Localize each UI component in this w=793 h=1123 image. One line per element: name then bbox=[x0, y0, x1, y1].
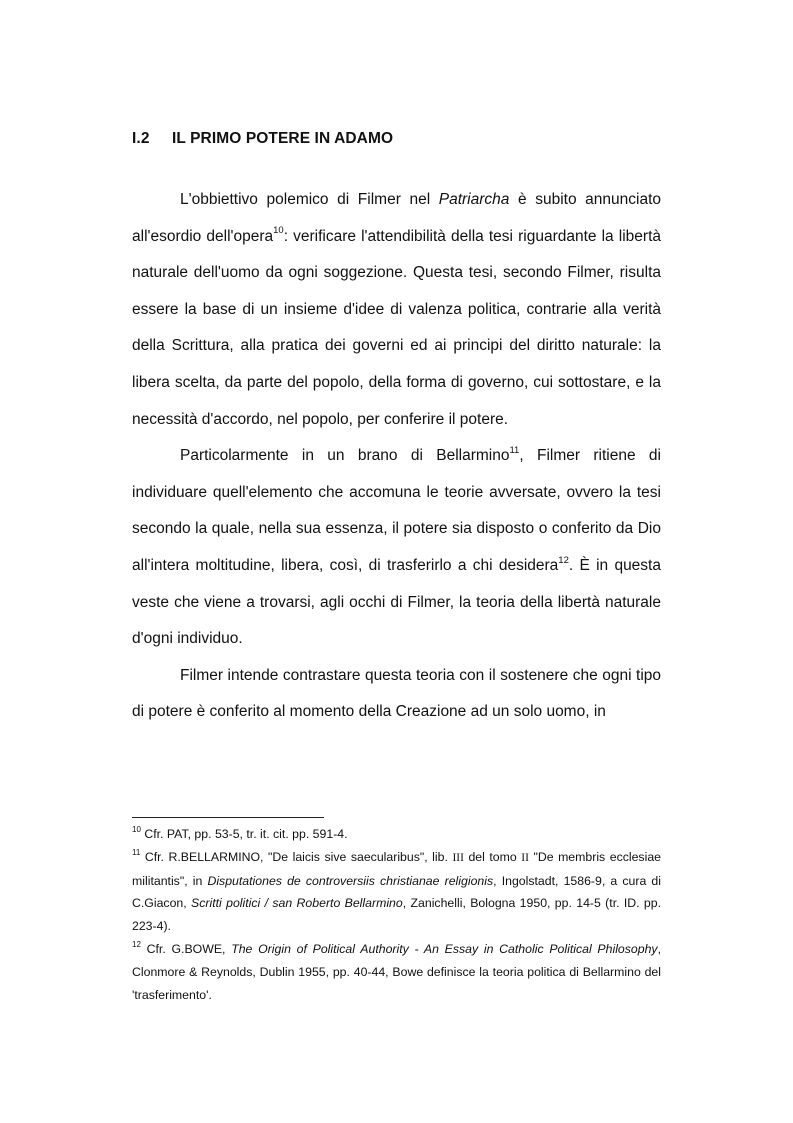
paragraph-2 bbox=[132, 438, 661, 658]
footnote-11-text-c: "De membris ecclesiae militantis", in bbox=[132, 849, 661, 888]
footnote-mark-10: 10 bbox=[132, 824, 141, 834]
footnote-ref-10[interactable]: 10 bbox=[273, 225, 284, 237]
paragraph-1 bbox=[132, 182, 661, 438]
footnote-12-title: The Origin of Political Authority - An Essay in Catholic Political Philosophy bbox=[231, 941, 658, 956]
footnote-12-text-b: , Clonmore & Reynolds, Dublin 1955, pp. 40-44, Bowe definisce la teoria politica di Bellarmino del 'trasferimento'. bbox=[132, 941, 662, 1002]
footnote-11-lib-number: III bbox=[452, 851, 464, 864]
paragraph-2-text-c: . È in questa veste che viene a trovarsi, agli occhi di Filmer, la teoria della libertà naturale d'ogni individuo. bbox=[132, 556, 661, 648]
paragraph-3: Filmer intende contrastare questa teoria con il sostenere che ogni tipo di potere è conferito al momento della Creazione ad un solo uomo, in bbox=[132, 666, 661, 721]
footnotes bbox=[132, 823, 661, 1006]
paragraph-1-text-c: : verificare l'attendibilità della tesi riguardante la libertà naturale dell'uomo da ogni soggezione. Questa tesi, secondo Filmer, risulta essere la base di un insieme d'idee di valenza politica, contrarie alla verità della Scrittura, alla pratica dei governi ed ai principi del diritto naturale: la libera scelta, da parte del popolo, della forma di governo, cui sottostare, e la necessità d'accordo, nel popolo, per conferire il potere. bbox=[132, 227, 661, 428]
footnote-11-text-b: del tomo bbox=[463, 849, 522, 864]
paragraph-1-text-a: L'obbiettivo polemico di Filmer nel bbox=[180, 191, 439, 208]
footnote-ref-11[interactable]: 11 bbox=[509, 445, 520, 456]
section-title: IL PRIMO POTERE IN ADAMO bbox=[172, 130, 394, 147]
body-text bbox=[132, 182, 661, 731]
paragraph-1-text-b: è subito annunciato all'esordio dell'opera bbox=[132, 191, 661, 245]
footnote-separator bbox=[132, 817, 324, 818]
footnote-11-text-d: , Ingolstadt, 1586-9, a cura di C.Giacon, bbox=[132, 873, 661, 911]
footnote-11-text-e: , Zanichelli, Bologna 1950, pp. 14-5 (tr. ID. pp. 223-4). bbox=[132, 896, 662, 934]
patriarcha-title: Patriarcha bbox=[438, 191, 510, 208]
footnote-12-text-a: Cfr. G.BOWE, bbox=[140, 941, 232, 956]
footnote-mark-11: 11 bbox=[132, 847, 141, 857]
footnote-12 bbox=[132, 938, 661, 1006]
footnote-10 bbox=[132, 823, 661, 846]
section-heading bbox=[132, 130, 393, 148]
paragraph-2-text-b: , Filmer ritiene di individuare quell'elemento che accomuna le teorie avversate, ovvero la tesi secondo la quale, nella sua essenza, il potere sia disposto o conferito da Dio all'intera moltitudine, libera, così, di trasferirlo a chi desidera bbox=[132, 447, 661, 574]
paragraph-2-text-a: Particolarmente in un brano di Bellarmino bbox=[180, 447, 510, 465]
footnote-11-text-a: Cfr. R.BELLARMINO, "De laicis sive saecularibus", lib. bbox=[140, 849, 453, 864]
footnote-11-title-2: Scritti politici / san Roberto Bellarmino bbox=[191, 896, 403, 911]
section-number: I.2 bbox=[132, 130, 150, 147]
footnote-11-tomo-number: II bbox=[521, 851, 529, 864]
footnote-ref-12[interactable]: 12 bbox=[558, 554, 569, 566]
footnote-11-title-1: Disputationes de controversiis christianae religionis bbox=[207, 873, 494, 888]
footnote-11 bbox=[132, 846, 661, 938]
footnote-10-text: Cfr. PAT, pp. 53-5, tr. it. cit. pp. 591-4. bbox=[140, 827, 348, 841]
footnote-mark-12: 12 bbox=[132, 939, 141, 949]
